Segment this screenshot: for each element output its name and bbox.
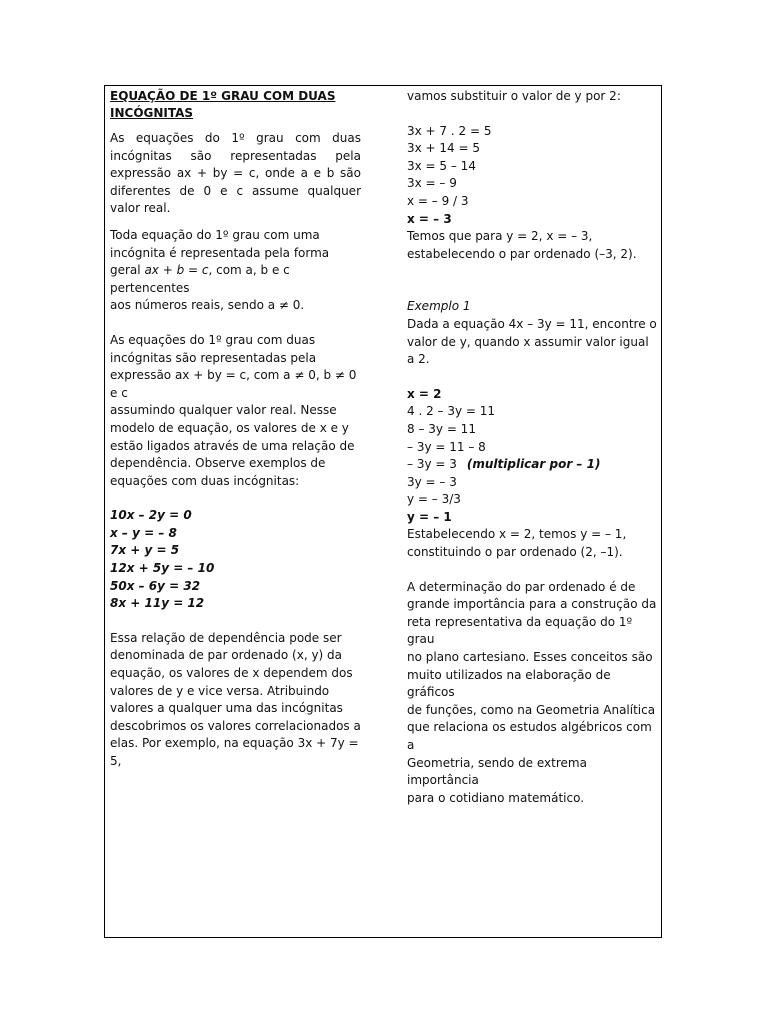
text-line: aos números reais, sendo a ≠ 0.: [110, 298, 305, 313]
given-value: x = 2: [407, 386, 442, 401]
text-line: valor de y, quando x assumir valor igual a 2.: [407, 334, 649, 367]
equation-step: x = – 9 / 3: [407, 193, 469, 208]
text-line: equação, os valores de x dependem dos: [110, 666, 353, 681]
text-line: para o cotidiano matemático.: [407, 790, 585, 805]
ordered-pair-paragraph: [110, 630, 361, 771]
example-heading: Exemplo 1: [407, 299, 471, 314]
text-span: , com a, b e c pertencentes: [110, 263, 290, 295]
intro-paragraph: As equações do 1º grau com duas incógnitas são representadas pela expressão ax + by = c, onde a e b são diferentes de 0 e c assume qualquer valor real.: [110, 131, 361, 216]
equation-text: – 3y = 3: [407, 457, 457, 472]
equation-step: 4 . 2 – 3y = 11: [407, 404, 496, 419]
text-line: incógnita é representada pela forma: [110, 245, 330, 260]
text-line: equações com duas incógnitas:: [110, 473, 300, 488]
equation-step: 3x = 5 – 14: [407, 158, 476, 173]
text-line: Estabelecendo x = 2, temos y = – 1,: [407, 527, 627, 542]
general-formula: ax + b = c: [144, 263, 209, 278]
text-line: modelo de equação, os valores de x e y: [110, 420, 349, 435]
text-line: que relaciona os estudos algébricos com a: [407, 720, 652, 752]
equation-step: y = – 3/3: [407, 492, 461, 507]
example-equation: 8x + 11y = 12: [110, 596, 205, 611]
example-solution-steps: [407, 386, 659, 527]
text-line: descobrimos os valores correlacionados a: [110, 718, 361, 733]
example-equations: [110, 507, 361, 613]
substitution-conclusion: [407, 228, 659, 263]
document-title: [110, 88, 361, 121]
text-line: expressão ax + by = c, com a ≠ 0, b ≠ 0 e c: [110, 368, 357, 400]
example-equation: 10x – 2y = 0: [110, 508, 192, 523]
text-line: no plano cartesiano. Esses conceitos são: [407, 650, 653, 665]
equation-result: y = – 1: [407, 509, 452, 524]
text-line: estabelecendo o par ordenado (–3, 2).: [407, 246, 637, 261]
text-line: constituindo o par ordenado (2, –1).: [407, 545, 623, 560]
equation-step: 3x + 14 = 5: [407, 141, 481, 156]
text-line: dependência. Observe exemplos de: [110, 456, 326, 471]
text-line: denominada de par ordenado (x, y) da: [110, 648, 343, 663]
example-equation: x – y = – 8: [110, 525, 177, 540]
text-line: grande importância para a construção da: [407, 597, 657, 612]
equation-step: 8 – 3y = 11: [407, 421, 476, 436]
right-column: [407, 86, 659, 807]
title-line: EQUAÇÃO DE 1º GRAU COM DUAS: [110, 89, 336, 103]
example-equation: 12x + 5y = – 10: [110, 561, 215, 576]
dependency-paragraph: [110, 332, 361, 490]
text-line: elas. Por exemplo, na equação 3x + 7y = 5,: [110, 736, 359, 768]
text-line: reta representativa da equação do 1º grau: [407, 614, 633, 647]
text-line: Temos que para y = 2, x = – 3,: [407, 229, 593, 244]
text-line: de funções, como na Geometria Analítica: [407, 702, 656, 717]
document-frame: [104, 85, 662, 938]
text-line: Dada a equação 4x – 3y = 11, encontre o: [407, 316, 657, 331]
example-conclusion: [407, 526, 659, 561]
text-line: [110, 262, 361, 297]
substitution-steps: [407, 123, 659, 229]
text-line: As equações do 1º grau com duas: [110, 332, 316, 347]
text-line: assumindo qualquer valor real. Nesse: [110, 403, 337, 418]
title-line: INCÓGNITAS: [110, 105, 194, 120]
equation-step: 3x = – 9: [407, 176, 457, 191]
text-line: muito utilizados na elaboração de gráficos: [407, 667, 611, 700]
equation-result: x = – 3: [407, 211, 452, 226]
multiply-note: (multiplicar por – 1): [466, 457, 601, 472]
equation-step: 3x + 7 . 2 = 5: [407, 123, 492, 138]
text-line: estão ligados através de uma relação de: [110, 438, 355, 453]
equation-step: 3y = – 3: [407, 474, 457, 489]
closing-paragraph: [407, 579, 659, 808]
example-equation: 7x + y = 5: [110, 543, 180, 558]
example-equation: 50x – 6y = 32: [110, 578, 201, 593]
substitution-intro: vamos substituir o valor de y por 2:: [407, 89, 621, 103]
text-line: incógnitas são representadas pela: [110, 350, 317, 365]
equation-step: [407, 456, 659, 474]
text-line: valores de y e vice versa. Atribuindo: [110, 683, 330, 698]
text-line: Toda equação do 1º grau com uma: [110, 227, 320, 242]
text-line: A determinação do par ordenado é de: [407, 579, 636, 594]
general-form-paragraph: [110, 227, 361, 315]
left-column: [110, 86, 361, 771]
equation-step: – 3y = 11 – 8: [407, 439, 486, 454]
text-line: valores a qualquer uma das incógnitas: [110, 701, 343, 716]
text-line: Essa relação de dependência pode ser: [110, 630, 342, 645]
text-line: Geometria, sendo de extrema importância: [407, 755, 587, 788]
text-span: geral: [110, 263, 145, 278]
example-statement: [407, 316, 659, 369]
